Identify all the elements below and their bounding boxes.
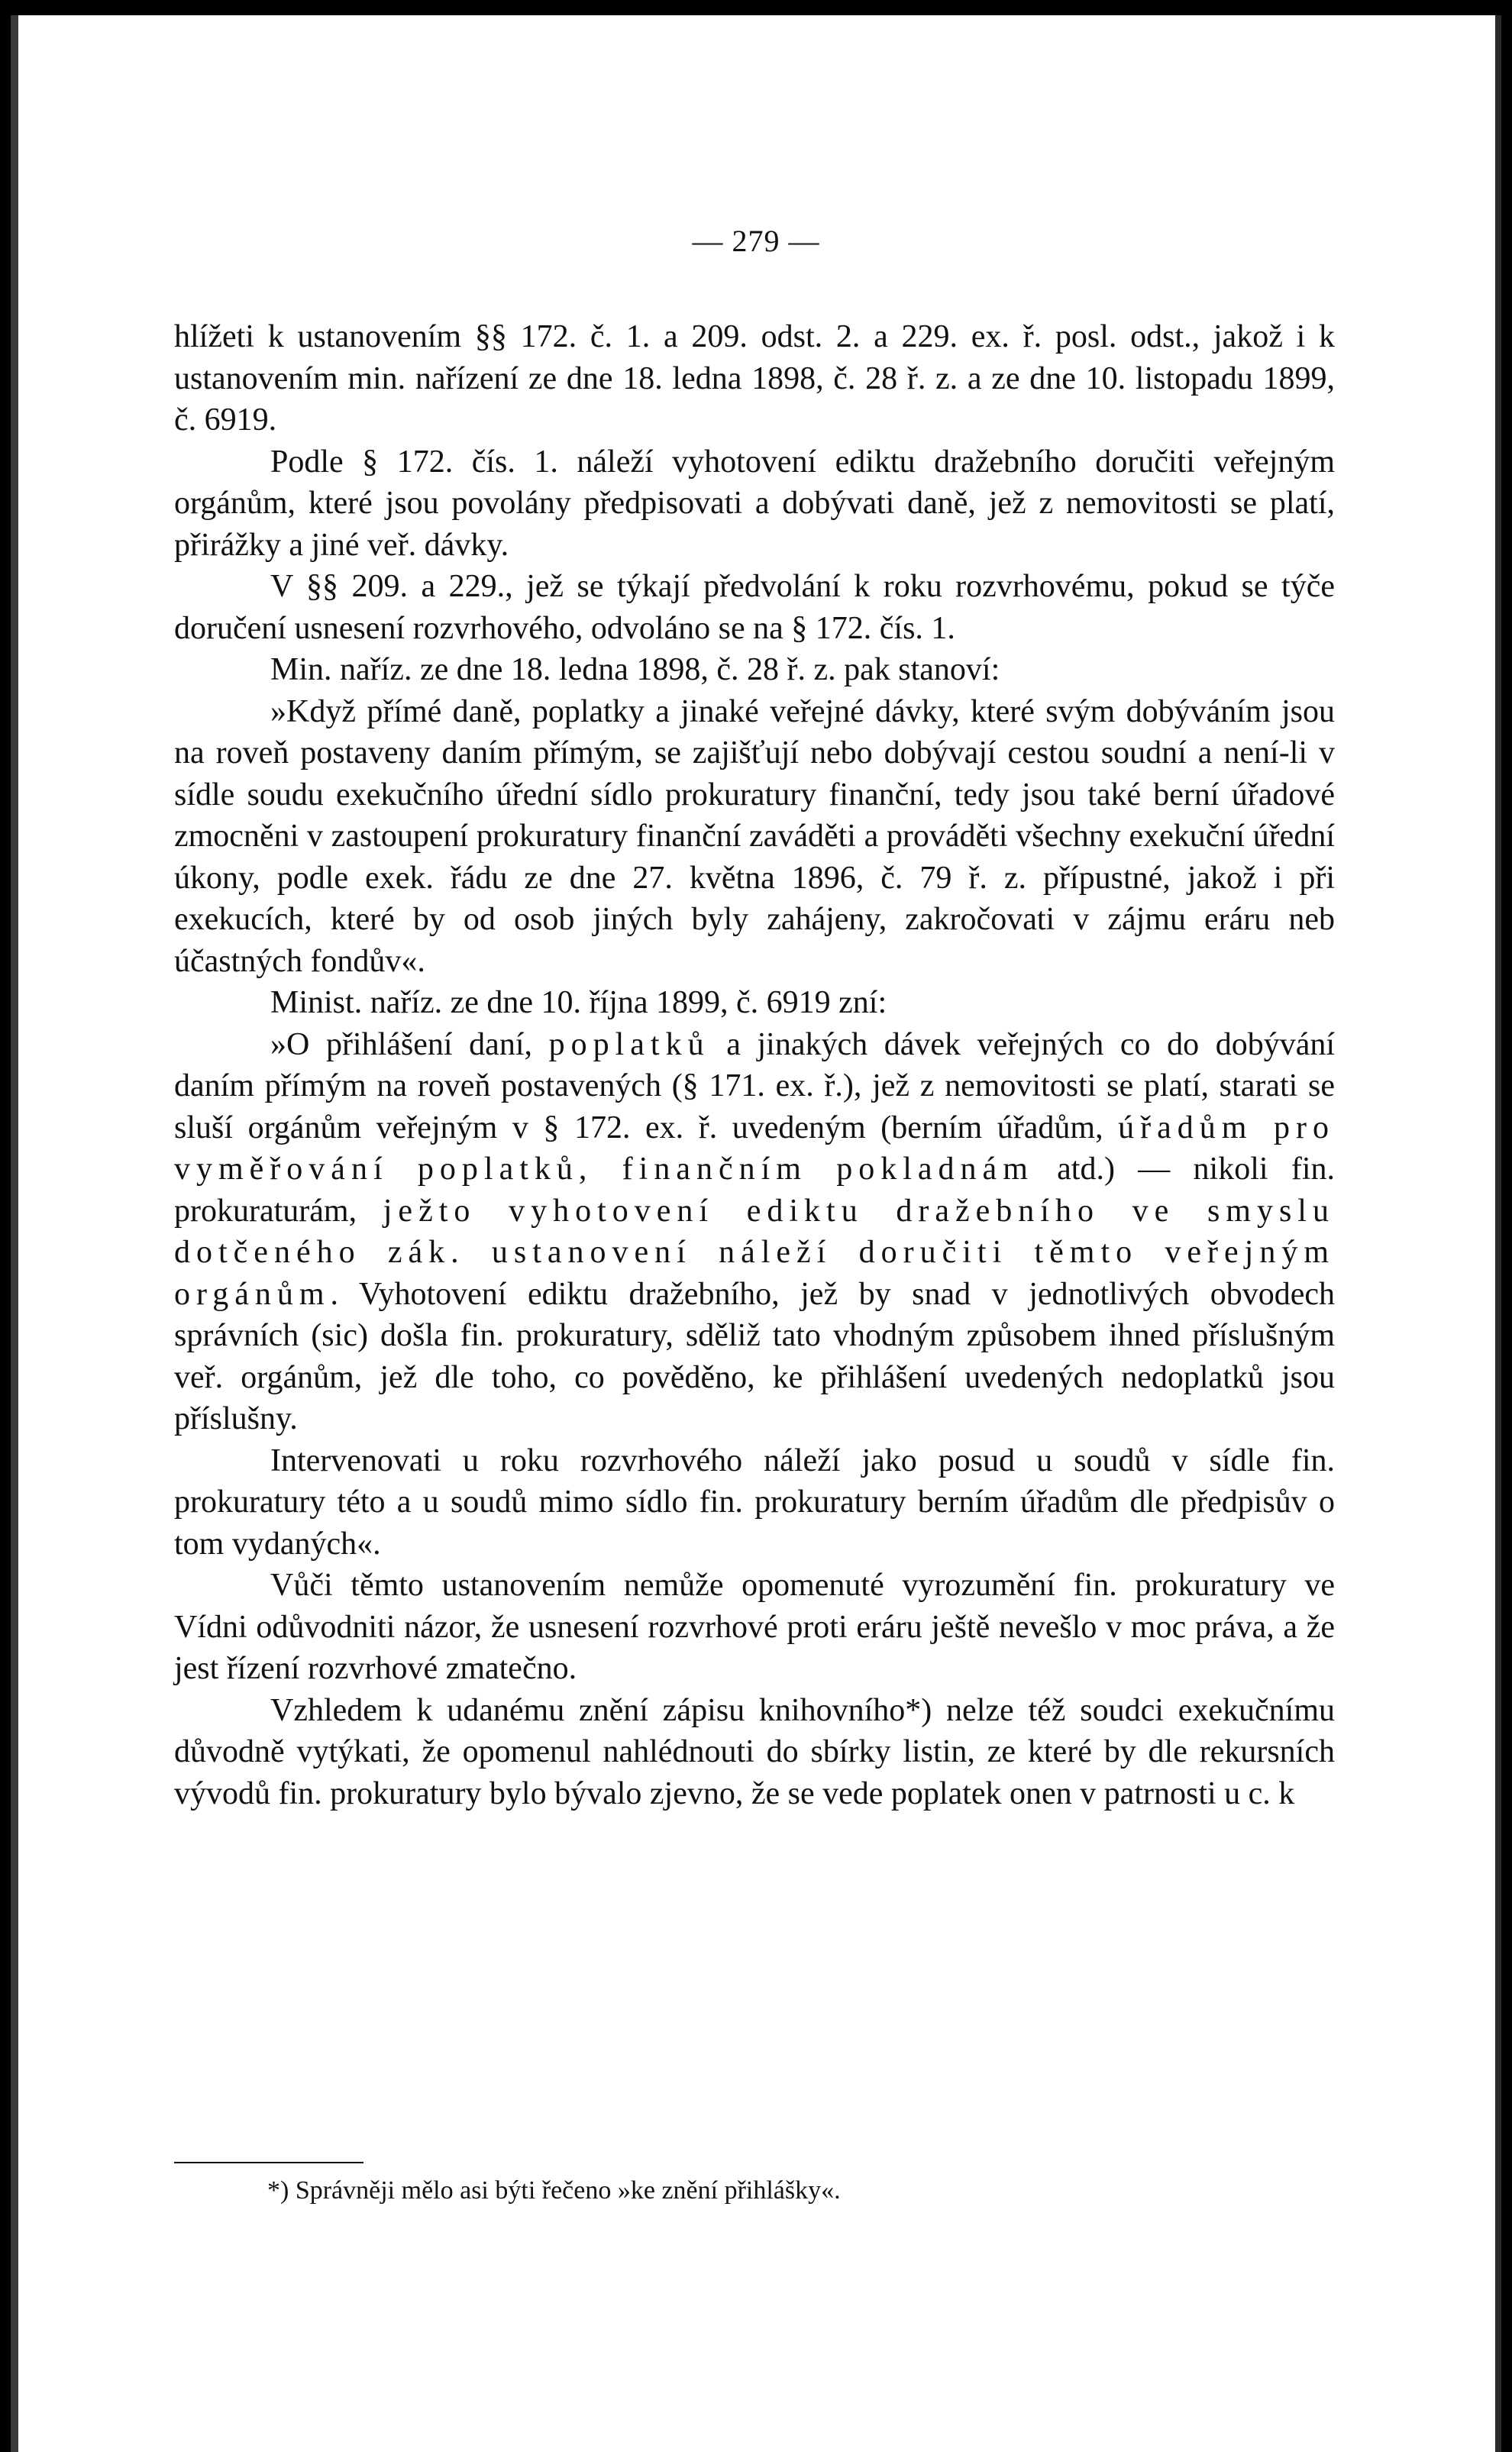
spaced-text: úřadům pro vyměřování poplatků, finančním pokladnám	[174, 1110, 1335, 1187]
spaced-text: ježto vyhotovení ediktu dražebního ve smyslu dotčeného zák. ustanovení náleží doručiti těmto veřejným orgánům	[174, 1193, 1335, 1312]
paragraph: Intervenovati u roku rozvrhového náleží jako posud u soudů v sídle fin. prokuratury této a u soudů mimo sídlo fin. prokuratury berním úřadům dle předpisův o tom vydaných«.	[174, 1442, 1335, 1562]
spaced-text: poplatků	[548, 1026, 710, 1062]
scan-border-left-shadow	[11, 15, 18, 2452]
paragraph: hlížeti k ustanovením §§ 172. č. 1. a 209. odst. 2. a 229. ex. ř. posl. odst., jakož i k ustanovením min. nařízení ze dne 18. ledna 1898, č. 28 ř. z. a ze dne 10. listopadu 1899, č. 6919.	[174, 319, 1335, 438]
paragraph: V §§ 209. a 229., jež se týkají předvolání k roku rozvrhovému, pokud se týče doručení usnesení rozvrhového, odvoláno se na § 172. čís. 1.	[174, 569, 1335, 646]
quote-text: atd.) — nikoli fin. prokuraturám,	[174, 1152, 1336, 1229]
footnote-rule	[174, 2162, 363, 2163]
quote-paragraph: »Když přímé daně, poplatky a jinaké veřejné dávky, které svým dobýváním jsou na roveň postaveny daním přímým, se zajišťují nebo dobývají cestou soudní a není-li v sídle soudu exekučního úřední sídlo prokuratury finanční, tedy jsou také berní úřadové zmocněni v zastoupení prokuratury finanční zaváděti a prováděti všechny exekuční úřední úkony, podle exek. řádu ze dne 27. května 1896, č. 79 ř. z. přípustné, jakož i při exekucích, které by od osob jiných byly zahájeny, zakročovati v zájmu eráru neb účastných fondův«.	[174, 693, 1335, 979]
quote-paragraph	[174, 1024, 1335, 1440]
paragraph: Min. naříz. ze dne 18. ledna 1898, č. 28 ř. z. pak stanoví:	[270, 652, 1000, 687]
paragraph: Vůči těmto ustanovením nemůže opomenuté vyrozumění fin. prokuratury ve Vídni odůvodniti názor, že usnesení rozvrhové proti eráru ještě nevešlo v moc práva, a že jest řízení rozvrhové zmatečno.	[174, 1568, 1335, 1686]
quote-text: . Vyhotovení ediktu dražebního, jež by snad v jednotlivých obvodech správních (sic) došla fin. prokuratury, sděliž tato vhodným způsobem ihned příslušným veř. orgánům, jež dle toho, co pověděno, ke přihlášení uvedených nedoplatků jsou příslušny.	[174, 1276, 1335, 1436]
scan-border-left	[0, 0, 11, 2452]
scan-border-right-shadow	[1495, 15, 1501, 2452]
quote-text: »O přihlášení daní,	[270, 1026, 549, 1062]
body-text	[174, 316, 1335, 1814]
page-number: — 279 —	[692, 224, 820, 258]
scan-border-top	[0, 0, 1512, 15]
paragraph: Podle § 172. čís. 1. náleží vyhotovení ediktu dražebního doručiti veřejným orgánům, které jsou povolány předpisovati a dobývati daně, jež z nemovitosti se platí, přirážky a jiné veř. dávky.	[174, 444, 1335, 563]
footnote: *) Správněji mělo asi býti řečeno »ke znění přihlášky«.	[267, 2176, 841, 2205]
scan-border-right	[1501, 0, 1512, 2452]
paragraph: Minist. naříz. ze dne 10. října 1899, č. 6919 zní:	[270, 985, 887, 1020]
paragraph: Vzhledem k udanému znění zápisu knihovního*) nelze též soudci exekučnímu důvodně vytýkati, že opomenul nahlédnouti do sbírky listin, ze které by dle rekursních vývodů fin. prokuratury bylo bývalo zjevno, že se vede poplatek onen v patrnosti u c. k	[174, 1692, 1335, 1811]
quote-text: a jinakých dávek veřejných co do dobývání daním přímým na roveň postavených (§ 171. ex. ř.), jež z nemovitosti se platí, starati se sluší orgánům veřejným v § 172. ex. ř. uvedeným (berním úřadům,	[174, 1026, 1336, 1145]
